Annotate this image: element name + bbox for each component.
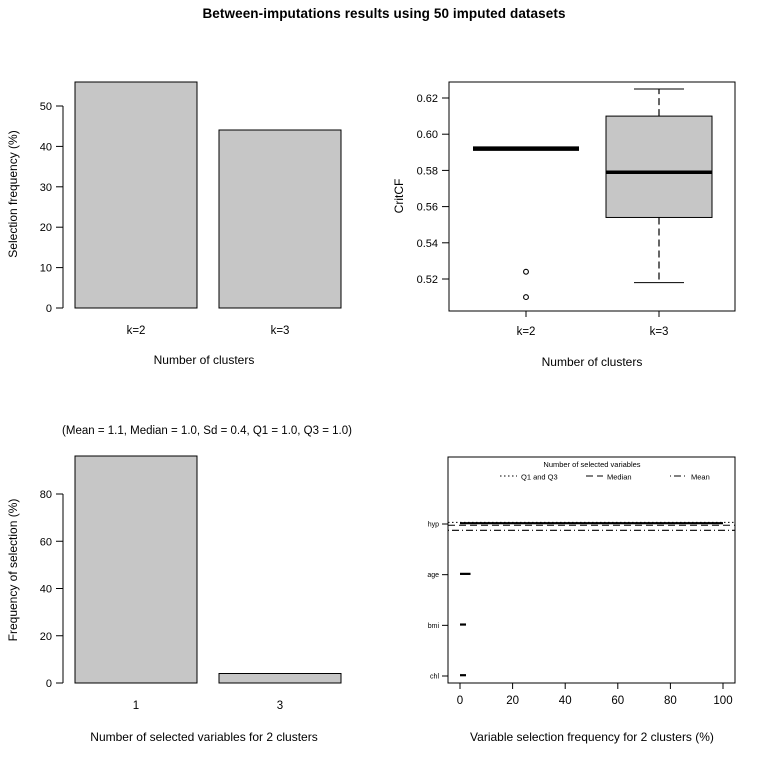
plot-frame (448, 457, 735, 683)
x-axis-label: Number of clusters (153, 353, 255, 367)
x-axis-label: Variable selection frequency for 2 clusters (%) (470, 730, 714, 744)
x-category-label: k=2 (516, 326, 536, 338)
x-tick-label: 0 (456, 695, 464, 707)
y-tick-label: 50 (39, 101, 52, 113)
bar-1 (75, 456, 197, 683)
outlier-point (524, 269, 529, 274)
x-axis-label: Number of clusters (541, 355, 643, 369)
legend-label: Mean (691, 472, 710, 482)
x-tick-label: 20 (506, 695, 519, 707)
y-tick-label: 0.56 (416, 201, 438, 214)
y-category-label: chl (430, 673, 439, 681)
y-axis-label: Frequency of selection (%) (6, 498, 20, 642)
y-category-label: bmi (427, 622, 439, 630)
y-tick-label: 10 (39, 262, 52, 275)
x-category-label: k=3 (649, 326, 669, 338)
y-axis-label: CritCF (392, 178, 406, 214)
y-tick-label: 0 (45, 303, 52, 315)
x-category-label: 3 (276, 700, 284, 712)
outlier-point (524, 295, 529, 300)
y-category-label: hyp (427, 521, 439, 529)
y-tick-label: 20 (39, 630, 52, 643)
legend-title: Number of selected variables (543, 460, 641, 469)
bar-k=3 (219, 130, 341, 308)
x-tick-label: 100 (713, 695, 733, 707)
y-tick-label: 0 (45, 678, 52, 690)
y-tick-label: 0.62 (416, 93, 438, 105)
y-tick-label: 0.52 (416, 274, 438, 286)
y-tick-label: 30 (39, 181, 52, 194)
y-tick-label: 0.60 (416, 129, 438, 142)
y-tick-label: 20 (39, 222, 52, 235)
y-axis-label: Selection frequency (%) (6, 130, 20, 258)
x-tick-label: 80 (664, 695, 677, 707)
x-category-label: 1 (132, 700, 140, 712)
bar-3 (219, 674, 341, 683)
x-tick-label: 40 (558, 695, 572, 707)
y-tick-label: 0.58 (416, 165, 438, 178)
y-category-label: age (427, 572, 439, 580)
figure-title: Between-imputations results using 50 imputed datasets (202, 6, 566, 21)
x-tick-label: 60 (611, 695, 625, 707)
y-tick-label: 60 (39, 536, 52, 549)
x-axis-label: Number of selected variables for 2 clusters (90, 730, 318, 744)
y-tick-label: 40 (39, 583, 52, 596)
y-tick-label: 0.54 (416, 237, 438, 250)
x-category-label: k=3 (270, 325, 290, 337)
bar-k=2 (75, 82, 197, 308)
legend-label: Median (607, 472, 632, 482)
chart-subtitle: (Mean = 1.1, Median = 1.0, Sd = 0.4, Q1 = 1.0, Q3 = 1.0) (62, 425, 352, 437)
legend-label: Q1 and Q3 (521, 472, 558, 482)
y-tick-label: 40 (39, 141, 52, 154)
box-k=3 (606, 116, 712, 217)
x-category-label: k=2 (126, 325, 146, 337)
y-tick-label: 80 (39, 489, 52, 501)
